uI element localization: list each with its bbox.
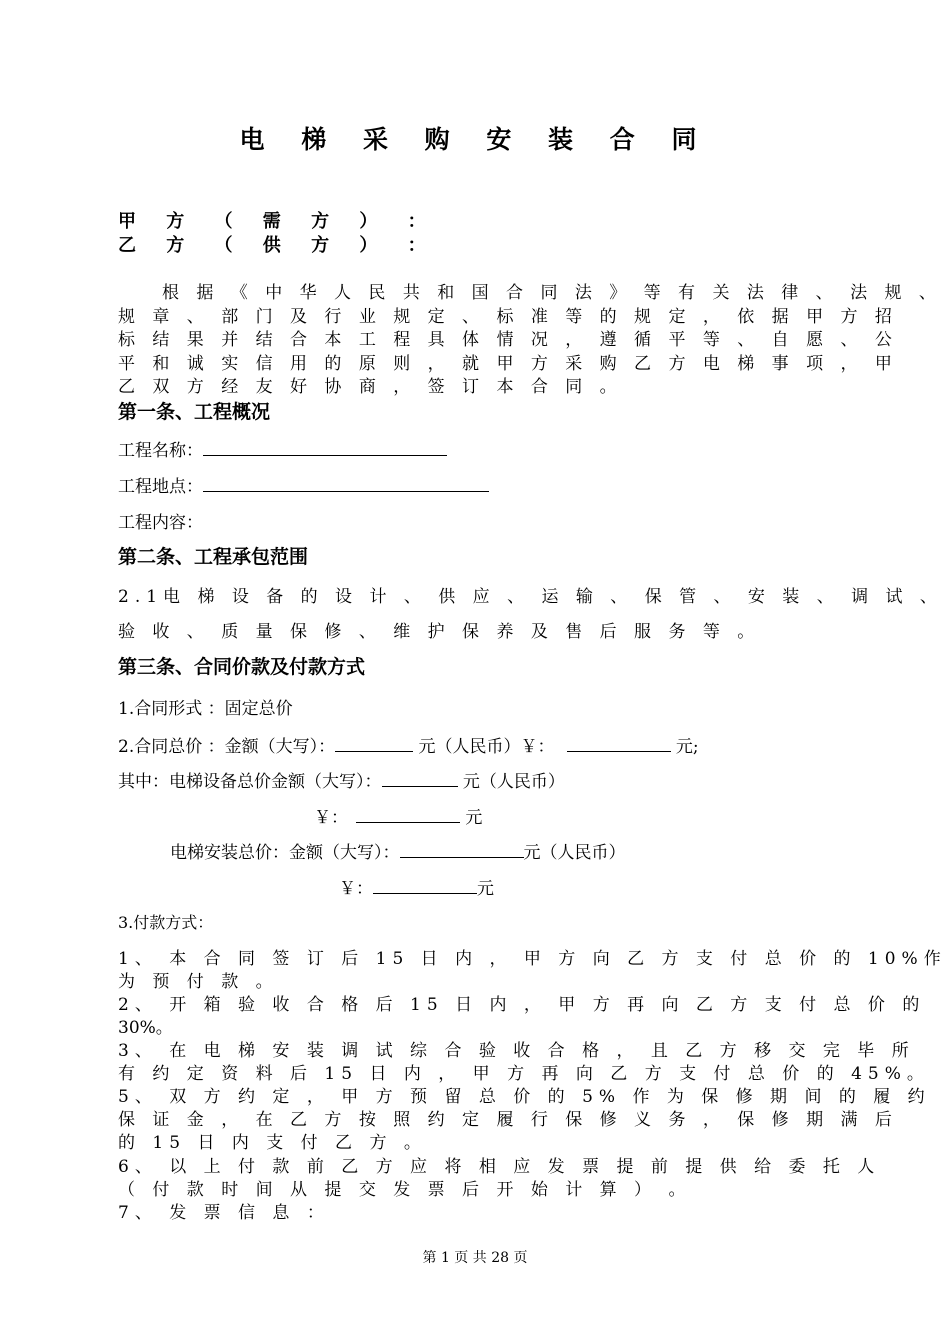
equipment-total-label: 其中：电梯设备总价金额（大写）： (118, 772, 382, 792)
installation-yen-label: ￥： (339, 879, 373, 899)
installation-total-line (170, 838, 626, 863)
intro-line: 乙 双 方 经 友 好 协 商 ， 签 订 本 合 同 。 (118, 377, 623, 397)
document-title: 电 梯 采 购 安 装 合 同 (239, 125, 711, 154)
installation-yen-unit: 元 (477, 879, 494, 899)
project-location-field (118, 472, 489, 497)
party-b-label: 乙 方 （ 供 方 ） ： (118, 235, 438, 256)
intro-line: 标 结 果 并 结 合 本 工 程 具 体 情 况 ， 遵 循 平 等 、 自 愿 、 公 (118, 330, 898, 350)
payment-line: 6、 以 上 付 款 前 乙 方 应 将 相 应 发 票 提 前 提 供 给 委 托 人 (118, 1157, 881, 1177)
installation-total-label: 电梯安装总价：金额（大写）： (170, 843, 400, 863)
payment-line: 的 15 日 内 支 付 乙 方 。 (118, 1133, 427, 1153)
page-footer: 第 1 页 共 28 页 (422, 1250, 528, 1266)
payment-line: 7、 发 票 信 息 ： (118, 1203, 330, 1223)
project-location-blank (203, 477, 489, 492)
installation-total-currency: 元（人民币） (523, 843, 626, 863)
equipment-words-blank (382, 772, 458, 787)
payment-line: 为 预 付 款 。 (118, 972, 279, 992)
contract-total-label: 2.合同总价 ：金额（大写）： (118, 737, 336, 757)
section2-heading: 第二条、工程承包范围 (118, 546, 309, 568)
project-content-label: 工程内容： (118, 513, 203, 533)
equipment-figure-blank (356, 808, 460, 823)
payment-line: （ 付 款 时 间 从 提 交 发 票 后 开 始 计 算 ） 。 (118, 1180, 692, 1200)
total-words-blank (335, 737, 413, 752)
scope-line: 2.1电 梯 设 备 的 设 计 、 供 应 、 运 输 、 保 管 、 安 装 、 调 试 、 (118, 587, 943, 607)
equipment-yen-label: ￥： (314, 808, 348, 828)
intro-line: 根 据 《 中 华 人 民 共 和 国 合 同 法 》 等 有 关 法 律 、 法 规 、 (162, 283, 942, 303)
equipment-total-line (118, 767, 565, 792)
contract-total-unit: 元; (670, 737, 699, 757)
scope-line: 验 收 、 质 量 保 修 、 维 护 保 养 及 售 后 服 务 等 。 (118, 622, 761, 642)
installation-words-blank (400, 843, 524, 858)
section1-heading: 第一条、工程概况 (118, 401, 271, 423)
payment-line: 5、 双 方 约 定 ， 甲 方 预 留 总 价 的 5% 作 为 保 修 期 间 的 履 约 (118, 1087, 931, 1107)
payment-label: 3.付款方式： (118, 913, 214, 932)
payment-line: 保 证 金 ， 在 乙 方 按 照 约 定 履 行 保 修 义 务 ， 保 修 期 满 后 (118, 1110, 898, 1130)
payment-line: 3、 在 电 梯 安 装 调 试 综 合 验 收 合 格 ， 且 乙 方 移 交 完 毕 所 (118, 1041, 915, 1061)
total-figure-blank (567, 737, 671, 752)
contract-total-currency: 元（人民币）￥： (413, 737, 555, 757)
project-name-label: 工程名称： (118, 441, 203, 461)
section3-heading: 第三条、合同价款及付款方式 (118, 656, 366, 678)
project-location-label: 工程地点： (118, 477, 203, 497)
contract-form: 1.合同形式 ：固定总价 (118, 699, 293, 719)
payment-line: 1、 本 合 同 签 订 后 15 日 内 ， 甲 方 向 乙 方 支 付 总 价 的 10%作 (118, 949, 947, 969)
intro-line: 平 和 诚 实 信 用 的 原 则 ， 就 甲 方 采 购 乙 方 电 梯 事 项 ， 甲 (118, 354, 898, 374)
equipment-yen-line (314, 803, 482, 828)
project-name-blank (203, 441, 447, 456)
payment-line: 有 约 定 资 料 后 15 日 内 ， 甲 方 再 向 乙 方 支 付 总 价 的 45%。 (118, 1064, 930, 1084)
intro-line: 规 章 、 部 门 及 行 业 规 定 、 标 准 等 的 规 定 ， 依 据 甲 方 招 (118, 307, 898, 327)
payment-line: 30%。 (118, 1018, 173, 1038)
contract-total-line (118, 732, 699, 757)
installation-figure-blank (373, 879, 477, 894)
party-a-label: 甲 方 （ 需 方 ） ： (118, 211, 438, 232)
payment-line: 2、 开 箱 验 收 合 格 后 15 日 内 ， 甲 方 再 向 乙 方 支 付 总 价 的 (118, 995, 926, 1015)
equipment-total-currency: 元（人民币） (457, 772, 565, 792)
installation-yen-line (339, 874, 494, 899)
project-name-field (118, 436, 447, 461)
equipment-yen-unit: 元 (460, 808, 483, 828)
